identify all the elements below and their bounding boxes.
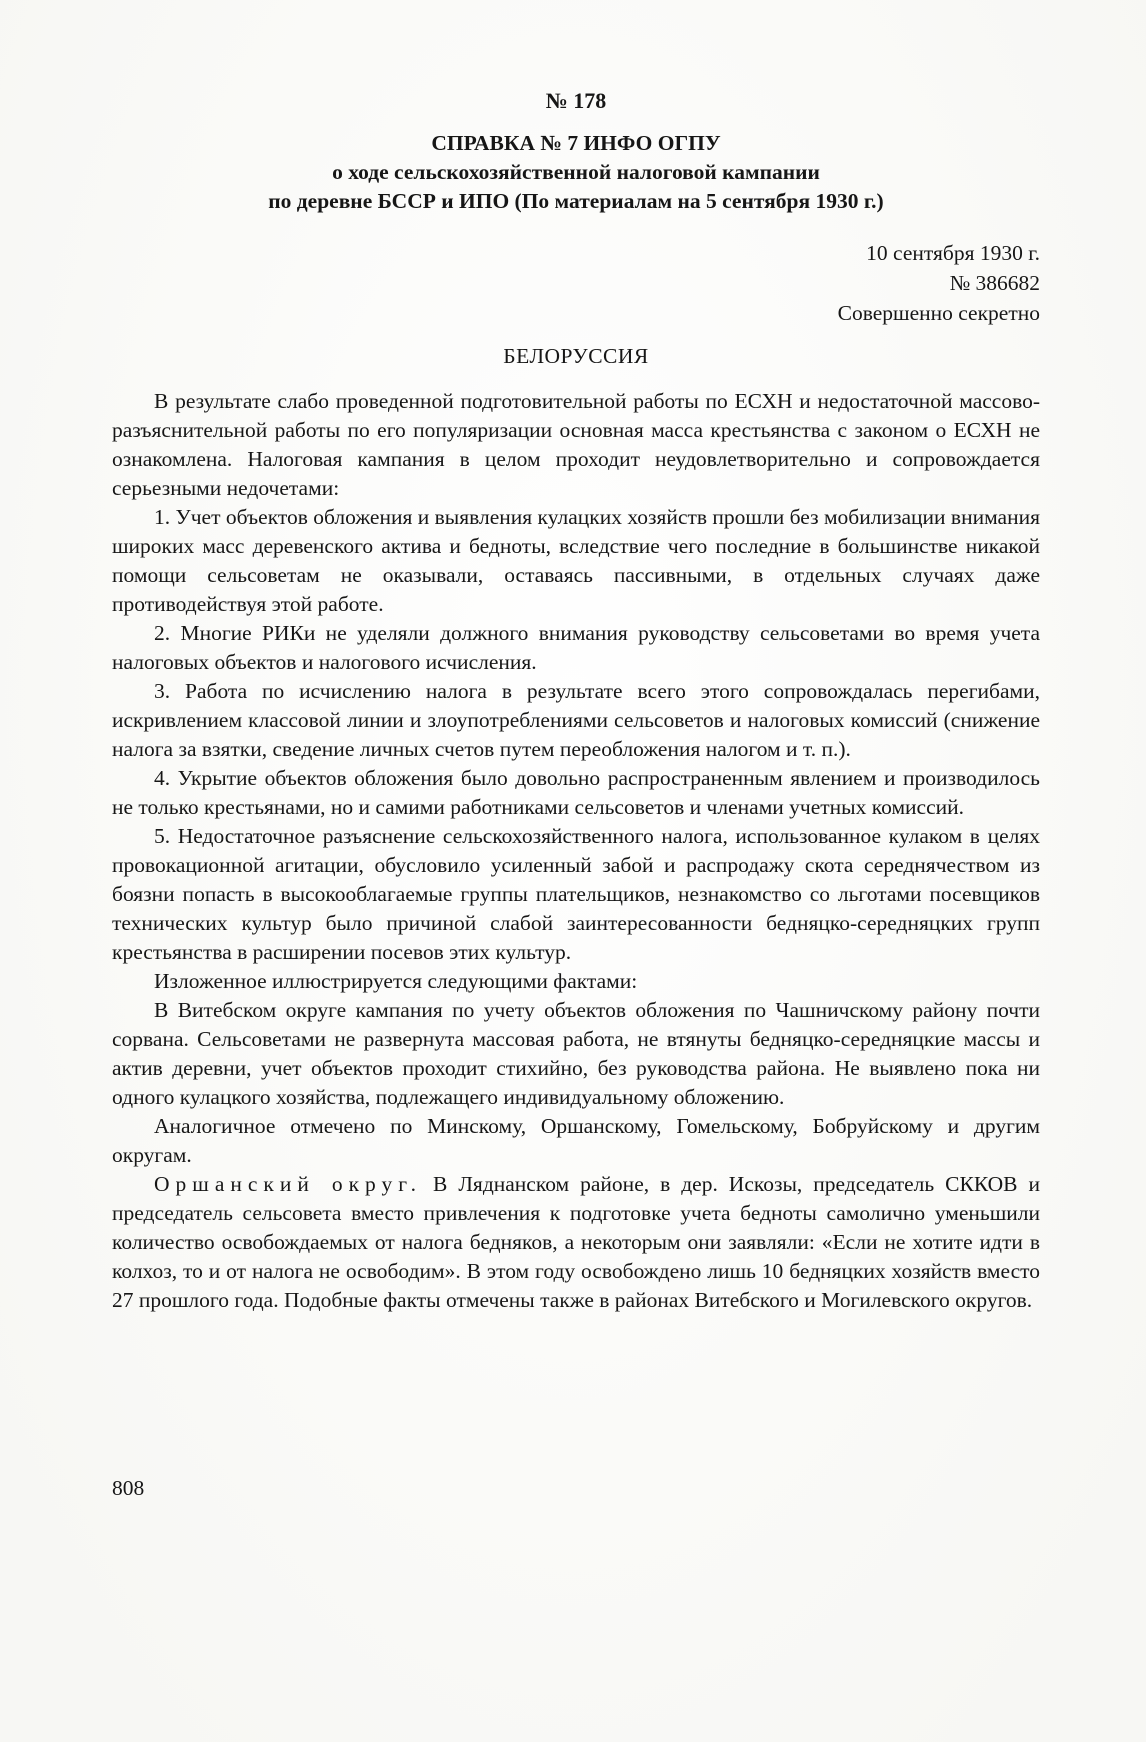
paragraph: 5. Недостаточное разъяснение сельскохозяйственного налога, использованное кулаком в целях провокационной агитации, обусловило усиленный забой и распродажу скота середнячеством из боязни попасть в высокооблагаемые группы плательщиков, незнакомство со льготами посевщиков технических культур было причиной слабой заинтересованности бедняцко-середняцких групп крестьянства в расширении посевов этих культур. — [112, 824, 1040, 964]
paragraph: Аналогичное отмечено по Минскому, Оршанскому, Гомельскому, Бобруйскому и другим округам. — [112, 1114, 1040, 1167]
paragraph: 3. Работа по исчислению налога в результате всего этого сопровождалась перегибами, искривлением классовой линии и злоупотреблениями сельсоветов и налоговых комиссий (снижение налога за взятки, сведение личных счетов путем переобложения налогом и т. п.). — [112, 679, 1040, 761]
paragraph: 4. Укрытие объектов обложения было довольно распространенным явлением и производилось не только крестьянами, но и самими работниками сельсоветов и членами учетных комиссий. — [112, 766, 1040, 819]
paragraph-spaced-lead: Оршанский округ. — [154, 1172, 423, 1196]
doc-title — [112, 129, 1040, 216]
doc-number: № 178 — [545, 88, 607, 113]
paragraph: Оршанский округ. В Ляднанском районе, в дер. Искозы, председатель СККОВ и председатель сельсовета вместо привлечения к подготовке учета бедноты самолично уменьшили количество освобождаемых от налога бедняков, а некоторым они заявляли: «Если не хотите идти в колхоз, то и от налога не освободим». В этом году освобождено лишь 10 бедняцких хозяйств вместо 27 прошлого года. Подобные факты отмечены также в районах Витебского и Могилевского округов. — [112, 1172, 1041, 1312]
doc-title-line-1: СПРАВКА № 7 ИНФО ОГПУ — [431, 131, 721, 155]
doc-title-line-2: о ходе сельскохозяйственной налоговой кампании — [332, 160, 820, 184]
paragraph: 2. Многие РИКи не уделяли должного внимания руководству сельсоветами во время учета налоговых объектов и налогового исчисления. — [112, 621, 1040, 674]
doc-meta — [112, 238, 1040, 328]
paragraph: Изложенное иллюстрируется следующими фактами: — [154, 969, 638, 993]
section-heading: БЕЛОРУССИЯ — [503, 344, 649, 368]
doc-ref-number: № 386682 — [949, 271, 1040, 295]
doc-date: 10 сентября 1930 г. — [866, 241, 1040, 265]
page-number: 808 — [112, 1476, 145, 1500]
doc-title-line-3: по деревне БССР и ИПО (По материалам на 5 сентября 1930 г.) — [268, 189, 884, 213]
doc-body — [112, 387, 1040, 1315]
paragraph: 1. Учет объектов обложения и выявления кулацких хозяйств прошли без мобилизации внимания широких масс деревенского актива и бедноты, вследствие чего последние в большинстве никакой помощи сельсоветам не оказывали, оставаясь пассивными, в отдельных случаях даже противодействуя этой работе. — [112, 505, 1040, 616]
doc-secrecy-stamp: Совершенно секретно — [837, 301, 1040, 325]
paragraph: В результате слабо проведенной подготовительной работы по ЕСХН и недостаточной массово-разъяснительной работы по его популяризации основная масса крестьянства с законом о ЕСХН не ознакомлена. Налоговая кампания в целом проходит неудовлетворительно и сопровождается серьезными недочетами: — [112, 389, 1040, 500]
paragraph: В Витебском округе кампания по учету объектов обложения по Чашничскому району почти сорвана. Сельсоветами не развернута массовая работа, не втянуты бедняцко-середняцкие массы и актив деревни, учет объектов проходит стихийно, без руководства района. Не выявлено пока ни одного кулацкого хозяйства, подлежащего индивидуальному обложению. — [112, 998, 1040, 1109]
